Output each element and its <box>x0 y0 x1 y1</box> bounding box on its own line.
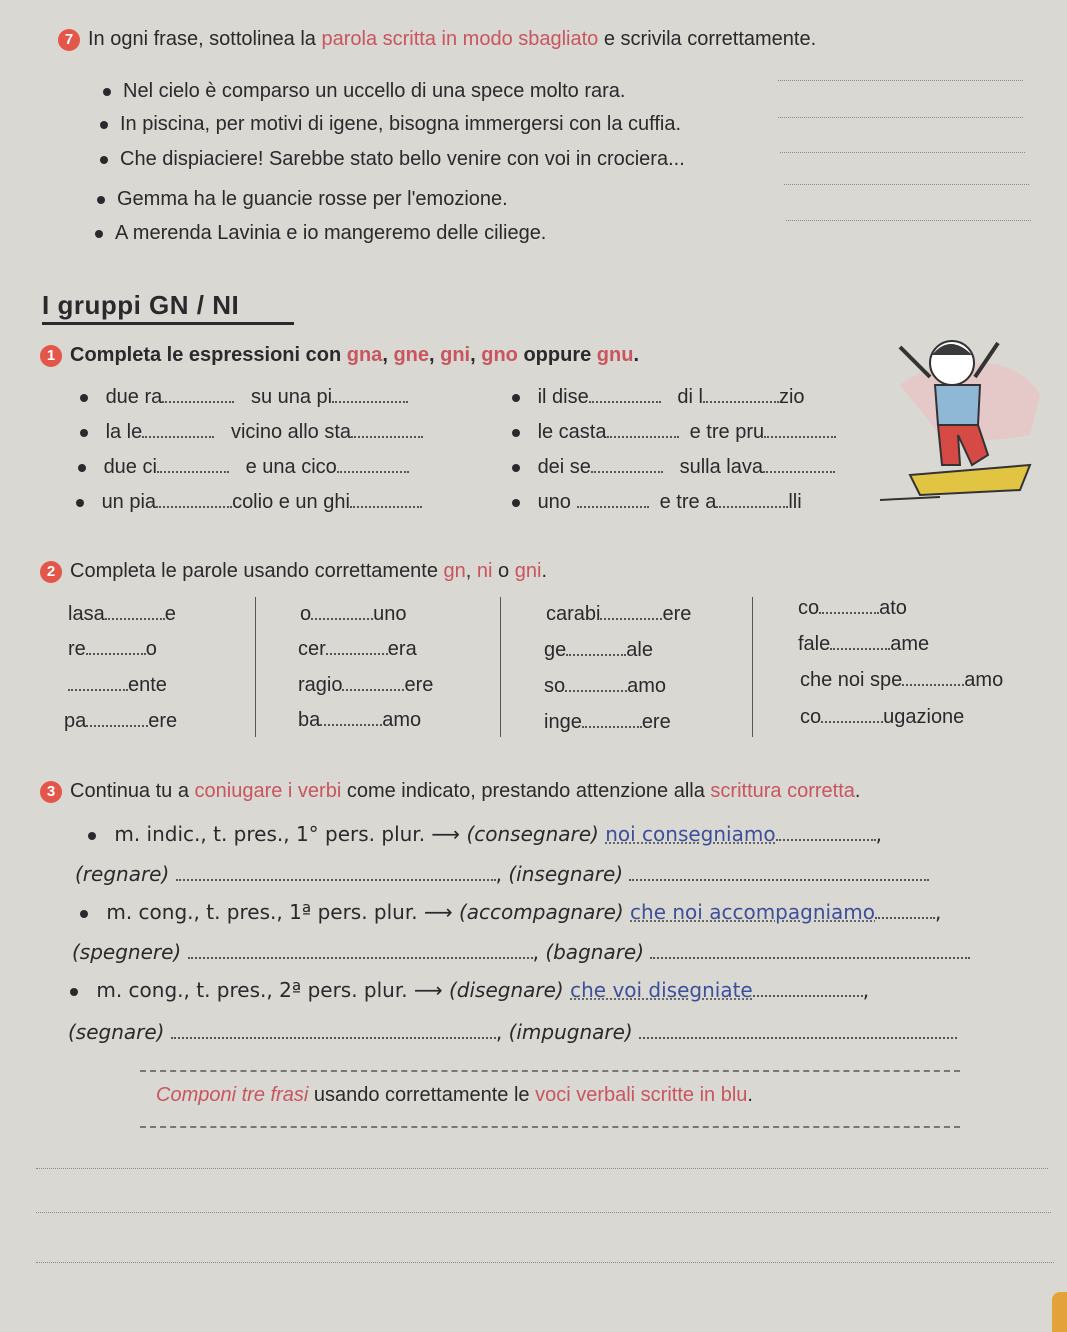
section-title: I gruppi GN / NI <box>42 290 240 320</box>
ground-line <box>880 497 940 500</box>
fill-blank[interactable] <box>86 711 148 727</box>
ex3-instruction: 3 Continua tu a coniugare i verbi come indicato, prestando attenzione alla scrittura corretta. <box>40 780 860 803</box>
fill-blank[interactable] <box>105 604 165 620</box>
fill-blank[interactable] <box>156 492 232 508</box>
ex2-word: cer era <box>298 638 417 660</box>
fill-blank[interactable] <box>86 639 146 655</box>
ex1-row-1-right: il dise di l zio <box>512 386 805 409</box>
fill-blank[interactable] <box>351 422 423 438</box>
fill-blank[interactable] <box>764 422 836 438</box>
ex2-word: re o <box>68 638 157 660</box>
ex7-instruction: 7 In ogni frase, sottolinea la parola scritta in modo sbagliato e scrivila correttamente. <box>58 28 816 51</box>
fill-blank[interactable] <box>600 604 662 620</box>
fill-blank[interactable] <box>763 457 835 473</box>
ex1-row-1-left: due ra su una pi <box>80 386 408 409</box>
fill-blank[interactable] <box>639 1023 957 1039</box>
arrow-icon: ⟶ <box>413 978 443 1002</box>
left-arm <box>900 347 930 377</box>
fill-blank[interactable] <box>337 457 409 473</box>
writing-line[interactable] <box>36 1212 1051 1213</box>
ex1-row-2-left: la le vicino allo sta <box>80 421 423 444</box>
fill-blank[interactable] <box>311 604 373 620</box>
fill-blank[interactable] <box>607 422 679 438</box>
ex1-row-4-left: un pia colio e un ghi <box>76 491 422 514</box>
ex7-number: 7 <box>58 29 80 51</box>
fill-blank[interactable] <box>326 639 388 655</box>
fill-blank[interactable] <box>582 712 642 728</box>
ex7-item-4: Gemma ha le guancie rosse per l'emozione. <box>97 188 508 211</box>
fill-blank[interactable] <box>650 943 970 959</box>
fill-blank[interactable] <box>591 457 663 473</box>
fill-blank[interactable] <box>776 825 876 841</box>
ex1-number: 1 <box>40 345 62 367</box>
column-divider <box>500 597 501 737</box>
skateboard <box>910 465 1030 495</box>
page-corner-tab <box>1052 1292 1067 1332</box>
ex2-number: 2 <box>40 561 62 583</box>
ex2-instruction: 2 Completa le parole usando correttamente gn, ni o gni. <box>40 560 547 583</box>
ex2-word: fale ame <box>798 633 930 655</box>
arrow-icon: ⟶ <box>431 822 461 846</box>
task-box-text: Componi tre frasi usando correttamente le voci verbali scritte in blu. <box>156 1084 753 1106</box>
fill-blank[interactable] <box>142 422 214 438</box>
answer-text: che voi disegniate <box>570 978 753 1002</box>
fill-blank[interactable] <box>68 675 128 691</box>
fill-blank[interactable] <box>703 387 779 403</box>
fill-blank[interactable] <box>171 1023 496 1039</box>
ex7-item-5: A merenda Lavinia e io mangeremo delle ciliege. <box>95 222 546 245</box>
ex2-word: so amo <box>544 675 667 697</box>
ex1-row-4-right: uno e tre a lli <box>512 491 802 514</box>
ex2-word: che noi spe amo <box>800 669 1004 691</box>
fill-blank[interactable] <box>320 710 382 726</box>
column-divider <box>752 597 753 737</box>
ex2-word: carabi ere <box>546 603 692 625</box>
ex3-number: 3 <box>40 781 62 803</box>
ex3-block-3-line-1: m. cong., t. pres., 2ª pers. plur. ⟶ (disegnare) che voi disegniate , <box>70 978 869 1002</box>
writing-line[interactable] <box>36 1168 1048 1169</box>
ex1-row-3-right: dei se sulla lava <box>512 456 835 479</box>
fill-blank[interactable] <box>629 865 929 881</box>
ex2-word: lasa e <box>68 603 176 625</box>
fill-blank[interactable] <box>157 457 229 473</box>
fill-blank[interactable] <box>332 387 408 403</box>
fill-blank[interactable] <box>350 492 422 508</box>
arrow-icon: ⟶ <box>423 900 453 924</box>
fill-blank[interactable] <box>188 943 533 959</box>
answer-line[interactable] <box>786 220 1031 221</box>
ex2-word: o uno <box>300 603 407 625</box>
ex2-word: ragio ere <box>298 674 434 696</box>
ex7-item-2: In piscina, per motivi di igene, bisogna immergersi con la cuffia. <box>100 113 681 136</box>
kid-skateboard-illustration <box>880 325 1050 505</box>
ex2-word: pa ere <box>64 710 178 732</box>
answer-line[interactable] <box>784 184 1029 185</box>
ex3-block-2-line-1: m. cong., t. pres., 1ª pers. plur. ⟶ (accompagnare) che noi accompagniamo , <box>80 900 941 924</box>
ex2-word: co ugazione <box>800 706 965 728</box>
fill-blank[interactable] <box>716 492 788 508</box>
pants <box>938 425 988 465</box>
ex1-instruction: 1 Completa le espressioni con gna, gne, gni, gno oppure gnu. <box>40 344 639 367</box>
ex2-word: ba amo <box>298 709 422 731</box>
answer-line[interactable] <box>778 80 1023 81</box>
fill-blank[interactable] <box>821 707 883 723</box>
fill-blank[interactable] <box>589 387 661 403</box>
ex3-block-1-line-2: (regnare) , (insegnare) <box>75 862 929 886</box>
ex2-word: co ato <box>798 597 907 619</box>
shirt <box>935 385 980 425</box>
answer-line[interactable] <box>778 117 1023 118</box>
ex2-word: ente <box>68 674 167 697</box>
fill-blank[interactable] <box>577 492 649 508</box>
fill-blank[interactable] <box>875 903 935 919</box>
writing-line[interactable] <box>36 1262 1054 1263</box>
ex1-row-2-right: le casta e tre pru <box>512 421 836 444</box>
fill-blank[interactable] <box>566 640 626 656</box>
column-divider <box>255 597 256 737</box>
ex2-word: inge ere <box>544 711 671 733</box>
ex1-row-3-left: due ci e una cico <box>78 456 409 479</box>
fill-blank[interactable] <box>753 981 863 997</box>
answer-text: che noi accompagniamo <box>630 900 876 924</box>
fill-blank[interactable] <box>902 670 964 686</box>
fill-blank[interactable] <box>565 676 627 692</box>
fill-blank[interactable] <box>162 387 234 403</box>
fill-blank[interactable] <box>176 865 496 881</box>
ex3-block-2-line-2: (spegnere) , (bagnare) <box>72 940 970 964</box>
ex7-item-3: Che dispiaciere! Sarebbe stato bello venire con voi in crociera... <box>100 148 685 171</box>
ex7-item-1: Nel cielo è comparso un uccello di una spece molto rara. <box>103 80 625 103</box>
fill-blank[interactable] <box>342 675 404 691</box>
ex3-block-3-line-2: (segnare) , (impugnare) <box>68 1020 957 1044</box>
title-underline <box>42 322 294 325</box>
fill-blank[interactable] <box>819 598 879 614</box>
ex3-block-1-line-1: m. indic., t. pres., 1° pers. plur. ⟶ (consegnare) noi consegniamo , <box>88 822 882 846</box>
ex2-word: ge ale <box>544 639 653 661</box>
answer-text: noi consegniamo <box>605 822 776 846</box>
fill-blank[interactable] <box>830 634 890 650</box>
answer-line[interactable] <box>780 152 1025 153</box>
